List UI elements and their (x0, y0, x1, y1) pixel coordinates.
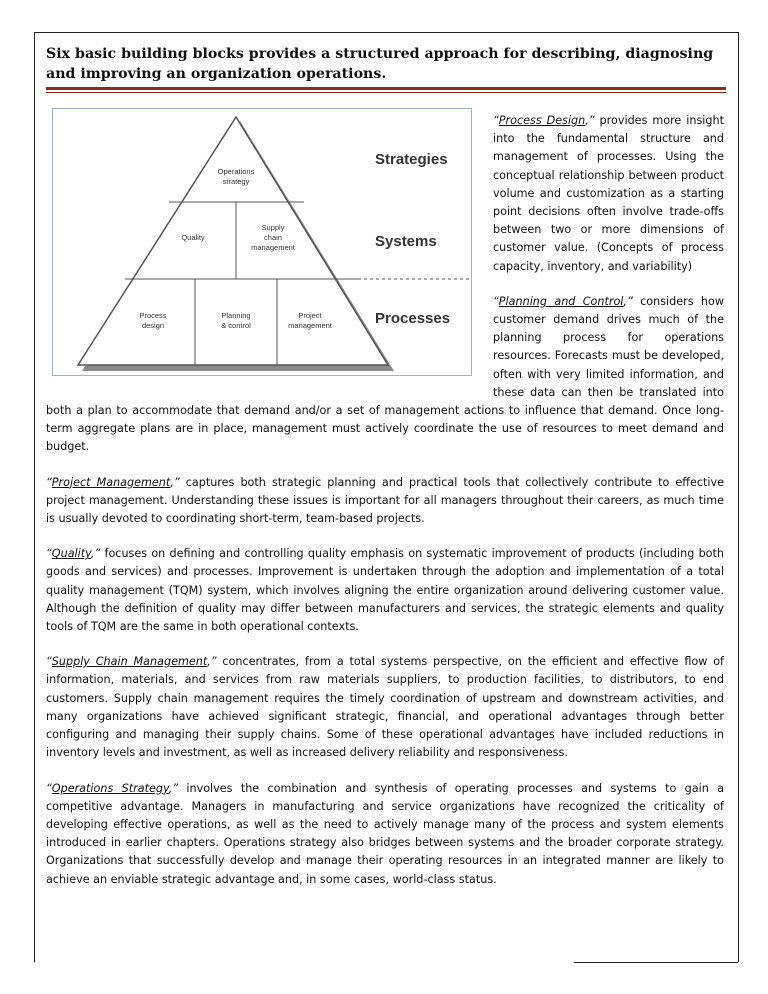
block-operations-strategy-line1: Operations (217, 167, 255, 176)
page-frame-left (34, 32, 35, 962)
heading-rule-thin (46, 92, 726, 93)
level-label-systems: Systems (375, 233, 437, 250)
diagram-float-spacer (46, 112, 493, 384)
page-frame-top (34, 32, 739, 33)
quote-close: ,” (168, 781, 179, 795)
quote-close: ,” (585, 114, 595, 127)
term-supply-chain: Supply Chain Management (51, 655, 208, 669)
level-label-strategies: Strategies (375, 151, 448, 168)
text-quality: focuses on defining and controlling quality emphasis on systematic improvement of products (including both goods and services) and processes. Improvement is undertaken through the adoption and implementation of a total quality management (TQM) system, which involves aligning the entire organization around delivering customer value. Although the definition of quality may differ between manufacturers and services, the strategic elements and quality tools of TQM are the same in both operational contexts. (46, 547, 724, 634)
quote-open: “ (46, 781, 52, 795)
quote-open: “ (46, 655, 52, 669)
text-operations-strategy: involves the combination and synthesis of operating processes and systems to gain a competitive advantage. Managers in manufacturing and service organizations have recognized the criticality of developing effective operations, as well as the need to actively manage many of the process and system elements introduced in earlier chapters. Operations strategy also bridges between systems and the broader corporate strategy. Organizations that successfully develop and manage their operating resources in an integrated manner are likely to achieve an enviable strategic advantage and, in some cases, world-class status. (46, 781, 724, 886)
block-process-design-line1: Process (139, 311, 167, 320)
term-operations-strategy: Operations Strategy (51, 781, 169, 795)
text-supply-chain: concentrates, from a total systems perspective, on the efficient and effective flow of information, materials, and services from raw materials suppliers, to production facilities, to distributors, to end customers. Supply chain management requires the timely coordination of upstream and downstream activities, and many organizations have achieved significant strategic, financial, and operational advantages through better configuring and managing their supply chains. Some of these operational advantages have included reductions in inventory levels and investment, as well as increased delivery reliability and responsiveness. (46, 655, 724, 760)
paragraph-quality (46, 545, 724, 636)
term-quality: Quality (51, 547, 91, 561)
quote-close: ,” (170, 475, 180, 489)
page-frame-bottom (574, 962, 738, 963)
quote-open: “ (493, 114, 499, 127)
block-supply-chain-line3: management (251, 243, 295, 252)
quote-close: ,” (207, 655, 217, 669)
block-planning-line1: Planning (221, 311, 251, 320)
quote-open: “ (493, 294, 499, 308)
block-planning-line2: & control (221, 321, 251, 330)
block-quality: Quality (181, 233, 205, 242)
level-label-processes: Processes (375, 310, 451, 327)
quote-open: “ (46, 475, 52, 489)
term-project-management: Project Management (51, 475, 171, 489)
heading-rule-thick (46, 87, 726, 90)
text-project-management: captures both strategic planning and practical tools that collectively contribute to effective project management. Understanding these issues is important for all managers throughout their careers, as much time is usually devoted to coordinating short-term, team-based projects. (46, 475, 724, 526)
block-project-line2: management (288, 321, 332, 330)
term-planning-control: Planning and Control (498, 294, 624, 308)
quote-close: ,” (623, 294, 633, 308)
text-process-design: provides more insight into the fundamental structure and management of processes. Using the conceptual relationship between product volume and customization as a starting point decisions often involve trade-offs between two or more dimensions of customer value. (Concepts of process capacity, inventory, and variability) (493, 114, 724, 273)
page-frame-right (738, 32, 739, 962)
block-supply-chain-line1: Supply (261, 223, 285, 232)
paragraph-project-management (46, 474, 724, 529)
block-project-line1: Project (298, 311, 322, 320)
body-text (46, 112, 724, 906)
block-supply-chain-line2: chain (264, 233, 282, 242)
term-process-design: Process Design (498, 114, 586, 127)
page-heading: Six basic building blocks provides a structured approach for describing, diagnosing and improving an organization operations. (46, 46, 714, 82)
block-process-design-line2: design (141, 321, 165, 330)
quote-close: ,” (90, 547, 101, 561)
paragraph-operations-strategy (46, 780, 724, 889)
paragraph-supply-chain (46, 653, 724, 762)
text-planning-control: considers how customer demand drives much of the planning process for operations resources. Forecasts must be developed, often with very limited information, and these data can then be translated into both a plan to accommodate that demand and/or a set of management actions to influence that demand. Once long-term aggregate plans are in place, management must actively coordinate the use of resources to meet demand and budget. (46, 294, 724, 454)
quote-open: “ (46, 547, 52, 561)
block-operations-strategy-line2: strategy (222, 177, 250, 186)
